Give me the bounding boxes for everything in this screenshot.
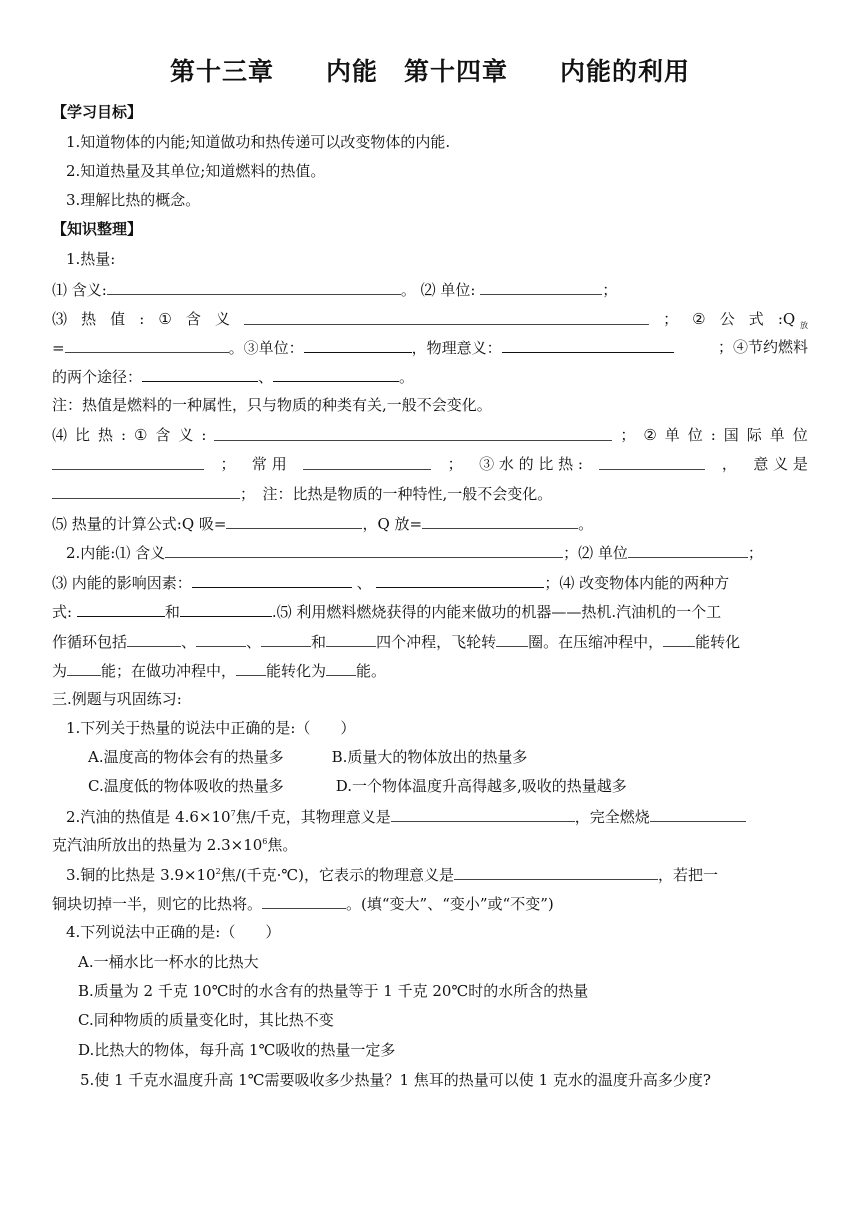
specific-heat-line-3 bbox=[52, 483, 808, 504]
label-text: ； bbox=[447, 455, 463, 473]
answer-blank[interactable] bbox=[454, 864, 658, 880]
goal-item: 1.知道物体的内能;知道做功和热传递可以改变物体的内能. bbox=[66, 133, 451, 151]
answer-blank[interactable] bbox=[142, 366, 258, 382]
label-text: 含 bbox=[155, 426, 171, 444]
answer-blank[interactable] bbox=[376, 572, 544, 588]
option-d[interactable]: D.比热大的物体，每升高 1℃吸收的热量一定多 bbox=[78, 1041, 396, 1059]
label-text: 2.汽油的热值是 4.6×10 bbox=[66, 808, 231, 826]
question-2-cont bbox=[52, 835, 808, 855]
label-text: 际 bbox=[746, 426, 762, 444]
engine-cycle-line bbox=[52, 631, 808, 652]
option-d[interactable]: D.一个物体温度升高得越多,吸收的热量越多 bbox=[335, 777, 627, 795]
label-text: ；⑷ 改变物体内能的两种方 bbox=[544, 574, 730, 592]
option-c[interactable]: C.同种物质的质量变化时，其比热不变 bbox=[78, 1011, 334, 1029]
label-text: 铜块切掉一半，则它的比热将。 bbox=[52, 895, 263, 913]
answer-blank[interactable] bbox=[127, 631, 181, 647]
label-text: ，若把一 bbox=[658, 866, 719, 884]
answer-blank[interactable] bbox=[226, 513, 362, 529]
label-text: = bbox=[52, 339, 65, 357]
answer-blank[interactable] bbox=[304, 337, 412, 353]
question-1: 1.下列关于热量的说法中正确的是:（ ） bbox=[66, 719, 356, 737]
answer-blank[interactable] bbox=[502, 337, 674, 353]
subscript-text: 放 bbox=[799, 321, 808, 330]
answer-blank[interactable] bbox=[196, 631, 246, 647]
label-text: ① bbox=[133, 426, 148, 444]
label-text: 2.内能:⑴ 含义 bbox=[66, 544, 166, 562]
label-text: 能；在做功冲程中， bbox=[101, 662, 237, 680]
answer-blank[interactable] bbox=[262, 893, 346, 909]
option-a[interactable]: A.温度高的物体会有的热量多 bbox=[88, 748, 284, 766]
label-text: 。(填“变大”、“变小”或“不变”) bbox=[346, 895, 554, 913]
label-text: 热 bbox=[81, 310, 97, 328]
label-text: 单 bbox=[664, 426, 680, 444]
heat-definition-line bbox=[52, 279, 808, 300]
answer-blank[interactable] bbox=[52, 454, 204, 470]
label-text: : bbox=[120, 426, 127, 444]
label-text: :Q bbox=[777, 310, 796, 328]
label-text: 和 bbox=[164, 603, 180, 621]
label-text: ② bbox=[692, 310, 706, 328]
question-3 bbox=[66, 864, 808, 885]
internal-energy-line bbox=[52, 542, 808, 563]
label-text: 克汽油所放出的热量为 2.3×10 bbox=[52, 836, 263, 854]
specific-heat-line-2 bbox=[52, 454, 808, 474]
answer-blank[interactable] bbox=[628, 542, 748, 558]
label-text: 热 bbox=[97, 426, 113, 444]
label-text: 位 bbox=[687, 426, 703, 444]
answer-blank[interactable] bbox=[65, 337, 229, 353]
option-b[interactable]: B.质量为 2 千克 10℃时的水含有的热量等于 1 千克 20℃时的水所含的热量 bbox=[78, 982, 589, 1000]
label-text: 单 bbox=[769, 426, 785, 444]
label-text: ； bbox=[240, 485, 248, 503]
question-2 bbox=[66, 806, 808, 827]
option-b[interactable]: B.质量大的物体放出的热量多 bbox=[331, 748, 528, 766]
answer-blank[interactable] bbox=[261, 631, 311, 647]
answer-blank[interactable] bbox=[273, 366, 399, 382]
heat-engine-line bbox=[52, 601, 808, 622]
answer-blank[interactable] bbox=[52, 483, 240, 499]
answer-blank[interactable] bbox=[480, 279, 602, 295]
label-text: 。 bbox=[399, 368, 415, 386]
label-text: 常 用 bbox=[251, 455, 287, 473]
answer-blank[interactable] bbox=[67, 660, 101, 676]
label-text: ⑶ 内能的影响因素： bbox=[52, 574, 192, 592]
label-text: 。③单位： bbox=[228, 339, 304, 357]
energy-conversion-line bbox=[52, 660, 808, 681]
label-text: 和 bbox=[311, 633, 327, 651]
label-text: 注：比热是物质的一种特性,一般不会变化。 bbox=[262, 485, 553, 503]
exercises-heading: 三.例题与巩固练习: bbox=[52, 690, 182, 708]
label-text: ⑷ bbox=[52, 426, 68, 444]
label-text: 圈。在压缩冲程中， bbox=[528, 633, 664, 651]
label-text: 义 bbox=[178, 426, 194, 444]
question-4: 4.下列说法中正确的是:（ ） bbox=[66, 923, 281, 941]
heat-formula-line bbox=[52, 513, 808, 534]
option-c[interactable]: C.温度低的物体吸收的热量多 bbox=[88, 777, 284, 795]
answer-blank[interactable] bbox=[236, 660, 266, 676]
label-text: 位 bbox=[792, 426, 808, 444]
option-row bbox=[88, 747, 808, 767]
label-text: 为 bbox=[52, 662, 68, 680]
label-text: ① bbox=[158, 310, 172, 328]
internal-energy-factors-line bbox=[52, 572, 808, 593]
section-heat: 1.热量: bbox=[66, 250, 116, 268]
label-text: 义 bbox=[214, 310, 230, 328]
label-text: 能转化为 bbox=[266, 662, 327, 680]
page-title: 第十三章 内能 第十四章 内能的利用 bbox=[169, 57, 690, 86]
superscript-text: 6 bbox=[262, 837, 268, 846]
label-text: ； bbox=[747, 544, 763, 562]
label-text: ，物理意义： bbox=[411, 339, 502, 357]
label-text: 公 bbox=[719, 310, 735, 328]
label-text: 的两个途径： bbox=[52, 368, 143, 386]
calorific-value-line-2 bbox=[52, 337, 808, 358]
answer-blank[interactable] bbox=[77, 601, 165, 617]
label-text: 。 bbox=[578, 515, 594, 533]
label-text: : bbox=[139, 310, 145, 328]
label-text: 国 bbox=[723, 426, 739, 444]
label-text: ； bbox=[220, 455, 236, 473]
label-text: 四个冲程，飞轮转 bbox=[376, 633, 497, 651]
answer-blank[interactable] bbox=[650, 806, 746, 822]
label-text: 式: bbox=[52, 603, 73, 621]
label-text: ⑴ 含义: bbox=[52, 281, 107, 299]
label-text: 、 bbox=[246, 633, 262, 651]
option-row bbox=[88, 776, 808, 796]
superscript-text: 2 bbox=[215, 867, 221, 876]
superscript-text: 7 bbox=[230, 809, 236, 818]
label-text: 、 bbox=[356, 574, 372, 592]
answer-blank[interactable] bbox=[214, 425, 612, 441]
label-text: 焦/千克，其物理意义是 bbox=[235, 808, 391, 826]
label-text: 能。 bbox=[356, 662, 387, 680]
label-text: ；⑵ 单位 bbox=[563, 544, 628, 562]
note-calorific-value: 注：热值是燃料的一种属性，只与物质的种类有关,一般不会变化。 bbox=[52, 396, 492, 414]
label-text: ； bbox=[602, 281, 618, 299]
goal-item: 2.知道热量及其单位;知道燃料的热值。 bbox=[66, 162, 326, 180]
label-text: 含 bbox=[185, 310, 201, 328]
label-text: ② bbox=[643, 426, 657, 444]
question-5: 5.使 1 千克水温度升高 1℃需要吸收多少热量？1 焦耳的热量可以使 1 克水的温度升高多少度? bbox=[80, 1071, 711, 1089]
label-text: 作循环包括 bbox=[52, 633, 128, 651]
answer-blank[interactable] bbox=[422, 513, 578, 529]
label-text: 、 bbox=[258, 368, 274, 386]
answer-blank[interactable] bbox=[303, 454, 431, 470]
knowledge-heading: 【知识整理】 bbox=[52, 220, 143, 238]
calorific-value-line bbox=[52, 309, 808, 336]
label-text: 。 ⑵ 单位: bbox=[400, 281, 476, 299]
label-text: 比 bbox=[74, 426, 90, 444]
fuel-saving-line bbox=[52, 366, 808, 387]
answer-blank[interactable] bbox=[391, 806, 575, 822]
label-text: 焦。 bbox=[267, 836, 298, 854]
label-text: .⑸ 利用燃料燃烧获得的内能来做功的机器——热机.汽油机的一个工 bbox=[271, 603, 722, 621]
option-a[interactable]: A.一桶水比一杯水的比热大 bbox=[78, 953, 259, 971]
label-text: ，Q 放= bbox=[362, 515, 423, 533]
answer-blank[interactable] bbox=[165, 542, 563, 558]
question-3-cont bbox=[52, 893, 808, 914]
label-text: 值 bbox=[110, 310, 126, 328]
answer-blank[interactable] bbox=[107, 279, 401, 295]
label-text: 、 bbox=[181, 633, 197, 651]
label-text: ；④节约燃料 bbox=[717, 338, 808, 356]
label-text: : bbox=[201, 426, 207, 444]
answer-blank[interactable] bbox=[599, 454, 705, 470]
goals-heading: 【学习目标】 bbox=[52, 103, 143, 121]
label-text: 能转化 bbox=[695, 633, 741, 651]
answer-blank[interactable] bbox=[496, 631, 528, 647]
label-text: 3.铜的比热是 3.9×10 bbox=[66, 866, 216, 884]
label-text: ，完全燃烧 bbox=[574, 808, 650, 826]
label-text: ； bbox=[620, 426, 636, 444]
answer-blank[interactable] bbox=[663, 631, 695, 647]
label-text: ⑸ 热量的计算公式:Q 吸= bbox=[52, 515, 227, 533]
label-text: : bbox=[710, 426, 716, 444]
label-text: 意 义 是 bbox=[753, 455, 808, 473]
label-text: 式 bbox=[748, 310, 764, 328]
answer-blank[interactable] bbox=[180, 601, 272, 617]
specific-heat-line bbox=[52, 425, 808, 445]
label-text: ③ 水 的 比 热 : bbox=[479, 455, 583, 473]
goal-item: 3.理解比热的概念。 bbox=[66, 191, 201, 209]
answer-blank[interactable] bbox=[244, 309, 649, 325]
answer-blank[interactable] bbox=[326, 660, 356, 676]
answer-blank[interactable] bbox=[192, 572, 352, 588]
label-text: ⑶ bbox=[52, 310, 68, 328]
label-text: 焦/(千克·℃)，它表示的物理意义是 bbox=[220, 866, 454, 884]
label-text: ， bbox=[721, 455, 737, 473]
label-text: ； bbox=[663, 310, 679, 328]
answer-blank[interactable] bbox=[326, 631, 376, 647]
